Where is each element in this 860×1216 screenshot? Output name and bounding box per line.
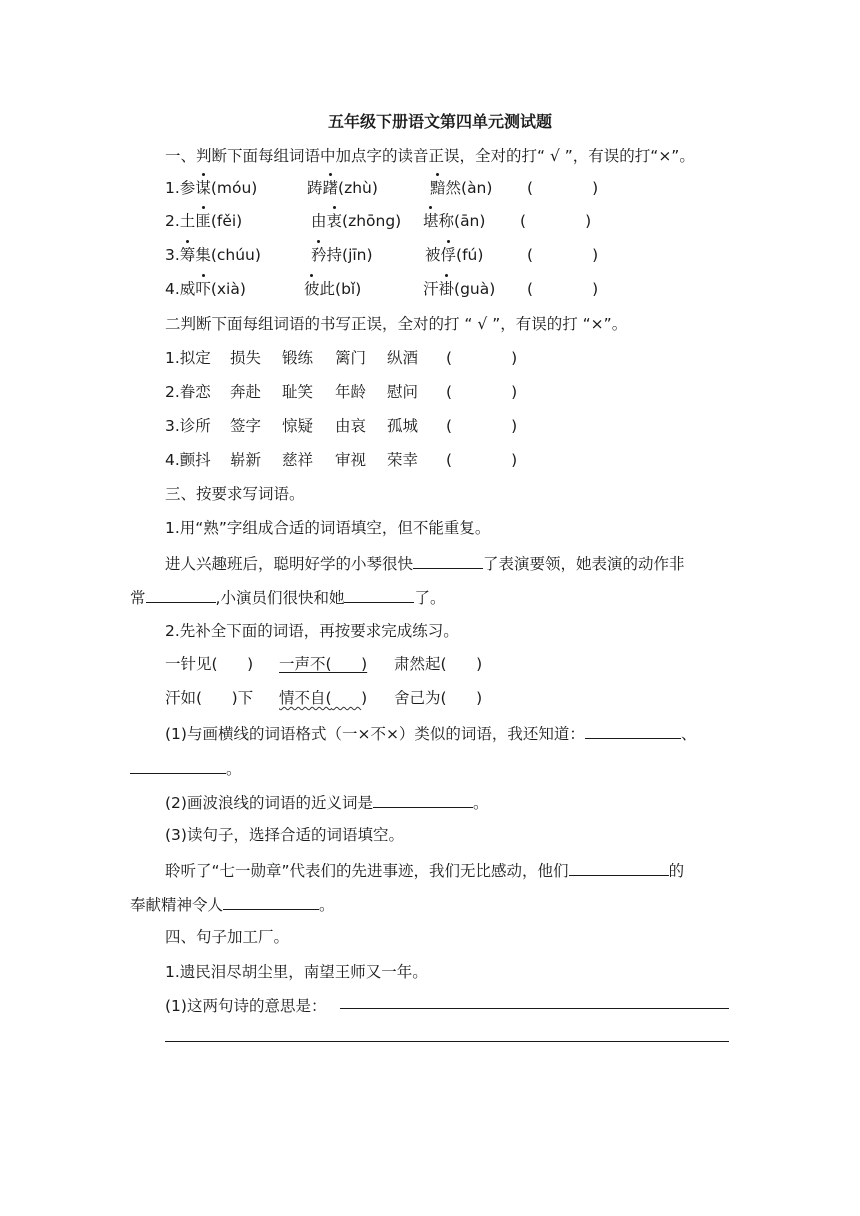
word-5: 荣幸 (387, 451, 419, 469)
s3-question-2: 2.先补全下面的词语，再按要求完成练习。 (165, 622, 459, 640)
idiom-5-wavy[interactable]: 情不自( ) (279, 689, 368, 707)
word-2: 奔赴 (230, 383, 262, 401)
idiom-2-underlined[interactable]: 一声不( ) (279, 655, 368, 673)
s3-sub-1-cont: 。 (130, 757, 242, 779)
word-1: 颤抖 (179, 451, 211, 469)
answer-paren[interactable]: ( ) (446, 349, 518, 367)
word-3: 黯然(àn) (430, 179, 493, 197)
s3-sub-3: (3)读句子，选择合适的词语填空。 (165, 826, 404, 844)
answer-paren[interactable]: ( ) (527, 246, 599, 264)
idiom-3[interactable]: 肃然起( ) (394, 655, 483, 673)
word-1: 拟定 (179, 349, 211, 367)
fill-blank[interactable] (146, 586, 216, 603)
word-2: 损失 (230, 349, 262, 367)
s3-sub-1: (1)与画横线的词语格式（一×不×）类似的词语，我还知道： 、 (165, 722, 696, 744)
word-2: 由衷(zhōng) (311, 212, 402, 230)
word-4: 审视 (335, 451, 367, 469)
word-2: 踌躇(zhù) (307, 179, 378, 197)
s3-sub-2: (2)画波浪线的词语的近义词是 。 (165, 791, 488, 813)
answer-paren[interactable]: ( ) (446, 417, 518, 435)
word-3: 汗褂(guà) (423, 280, 496, 298)
answer-line[interactable] (340, 1008, 729, 1009)
word-5: 孤城 (387, 417, 419, 435)
word-1: 参谋(móu) (179, 179, 258, 197)
row-number: 3. (165, 417, 180, 435)
word-3: 耻笑 (282, 383, 314, 401)
fill-blank[interactable] (344, 586, 414, 603)
page-title: 五年级下册语文第四单元测试题 (328, 112, 553, 131)
answer-paren[interactable]: ( ) (446, 451, 518, 469)
s4-sub-1: (1)这两句诗的意思是： (165, 997, 327, 1015)
fill-blank[interactable] (585, 722, 681, 739)
idiom-1[interactable]: 一针见( ) (165, 655, 254, 673)
word-1: 诊所 (179, 417, 211, 435)
word-5: 慰问 (387, 383, 419, 401)
word-3: 锻练 (282, 349, 314, 367)
word-2: 彼此(bǐ) (304, 280, 362, 298)
word-1: 土匪(fěi) (179, 212, 243, 230)
fill-blank[interactable] (373, 791, 473, 808)
fill-blank[interactable] (223, 893, 319, 910)
row-number: 3. (165, 246, 180, 264)
s3-sub-3-paragraph-line1: 聆听了“七一勋章”代表们的先进事迹，我们无比感动，他们 的 (165, 859, 684, 881)
word-4: 篱门 (335, 349, 367, 367)
s3-sub-3-paragraph-line2: 奉献精神令人 。 (130, 893, 335, 915)
idiom-6[interactable]: 舍己为( ) (394, 689, 483, 707)
answer-paren[interactable]: ( ) (446, 383, 518, 401)
word-4: 由哀 (335, 417, 367, 435)
answer-paren[interactable]: ( ) (527, 280, 599, 298)
row-number: 1. (165, 349, 180, 367)
word-2: 崭新 (230, 451, 262, 469)
section-3-heading: 三、按要求写词语。 (165, 485, 305, 503)
word-2: 矜持(jīn) (311, 246, 373, 264)
word-3: 被俘(fú) (425, 246, 484, 264)
answer-paren[interactable]: ( ) (527, 179, 599, 197)
answer-line[interactable] (165, 1041, 729, 1042)
idiom-4[interactable]: 汗如( )下 (165, 689, 254, 707)
s3-q1-paragraph-line2: 常 ,小演员们很快和她 了。 (130, 586, 445, 608)
row-number: 4. (165, 280, 180, 298)
word-5: 纵酒 (387, 349, 419, 367)
word-3: 慈祥 (282, 451, 314, 469)
answer-paren[interactable]: ( ) (520, 212, 592, 230)
fill-blank[interactable] (130, 757, 226, 774)
s4-question-1: 1.遗民泪尽胡尘里，南望王师又一年。 (165, 963, 428, 981)
word-3: 堪称(ān) (423, 212, 486, 230)
s3-question-1: 1.用“熟”字组成合适的词语填空，但不能重复。 (165, 519, 491, 537)
row-number: 2. (165, 212, 180, 230)
row-number: 1. (165, 179, 180, 197)
word-1: 眷恋 (179, 383, 211, 401)
word-2: 签字 (230, 417, 262, 435)
section-1-heading: 一、判断下面每组词语中加点字的读音正误，全对的打“ √ ”，有误的打“×”。 (165, 147, 695, 165)
row-number: 4. (165, 451, 180, 469)
row-number: 2. (165, 383, 180, 401)
fill-blank[interactable] (413, 552, 483, 569)
fill-blank[interactable] (569, 859, 669, 876)
word-3: 惊疑 (282, 417, 314, 435)
s3-q1-paragraph-line1: 进人兴趣班后，聪明好学的小琴很快 了表演要领，她表演的动作非 (165, 552, 685, 574)
section-4-heading: 四、句子加工厂。 (165, 928, 290, 946)
word-4: 年龄 (335, 383, 367, 401)
section-2-heading: 二判断下面每组词语的书写正误，全对的打 “ √ ”，有误的打 “×”。 (165, 315, 628, 333)
word-1: 筹集(chúu) (179, 246, 261, 264)
word-1: 威吓(xià) (179, 280, 246, 298)
